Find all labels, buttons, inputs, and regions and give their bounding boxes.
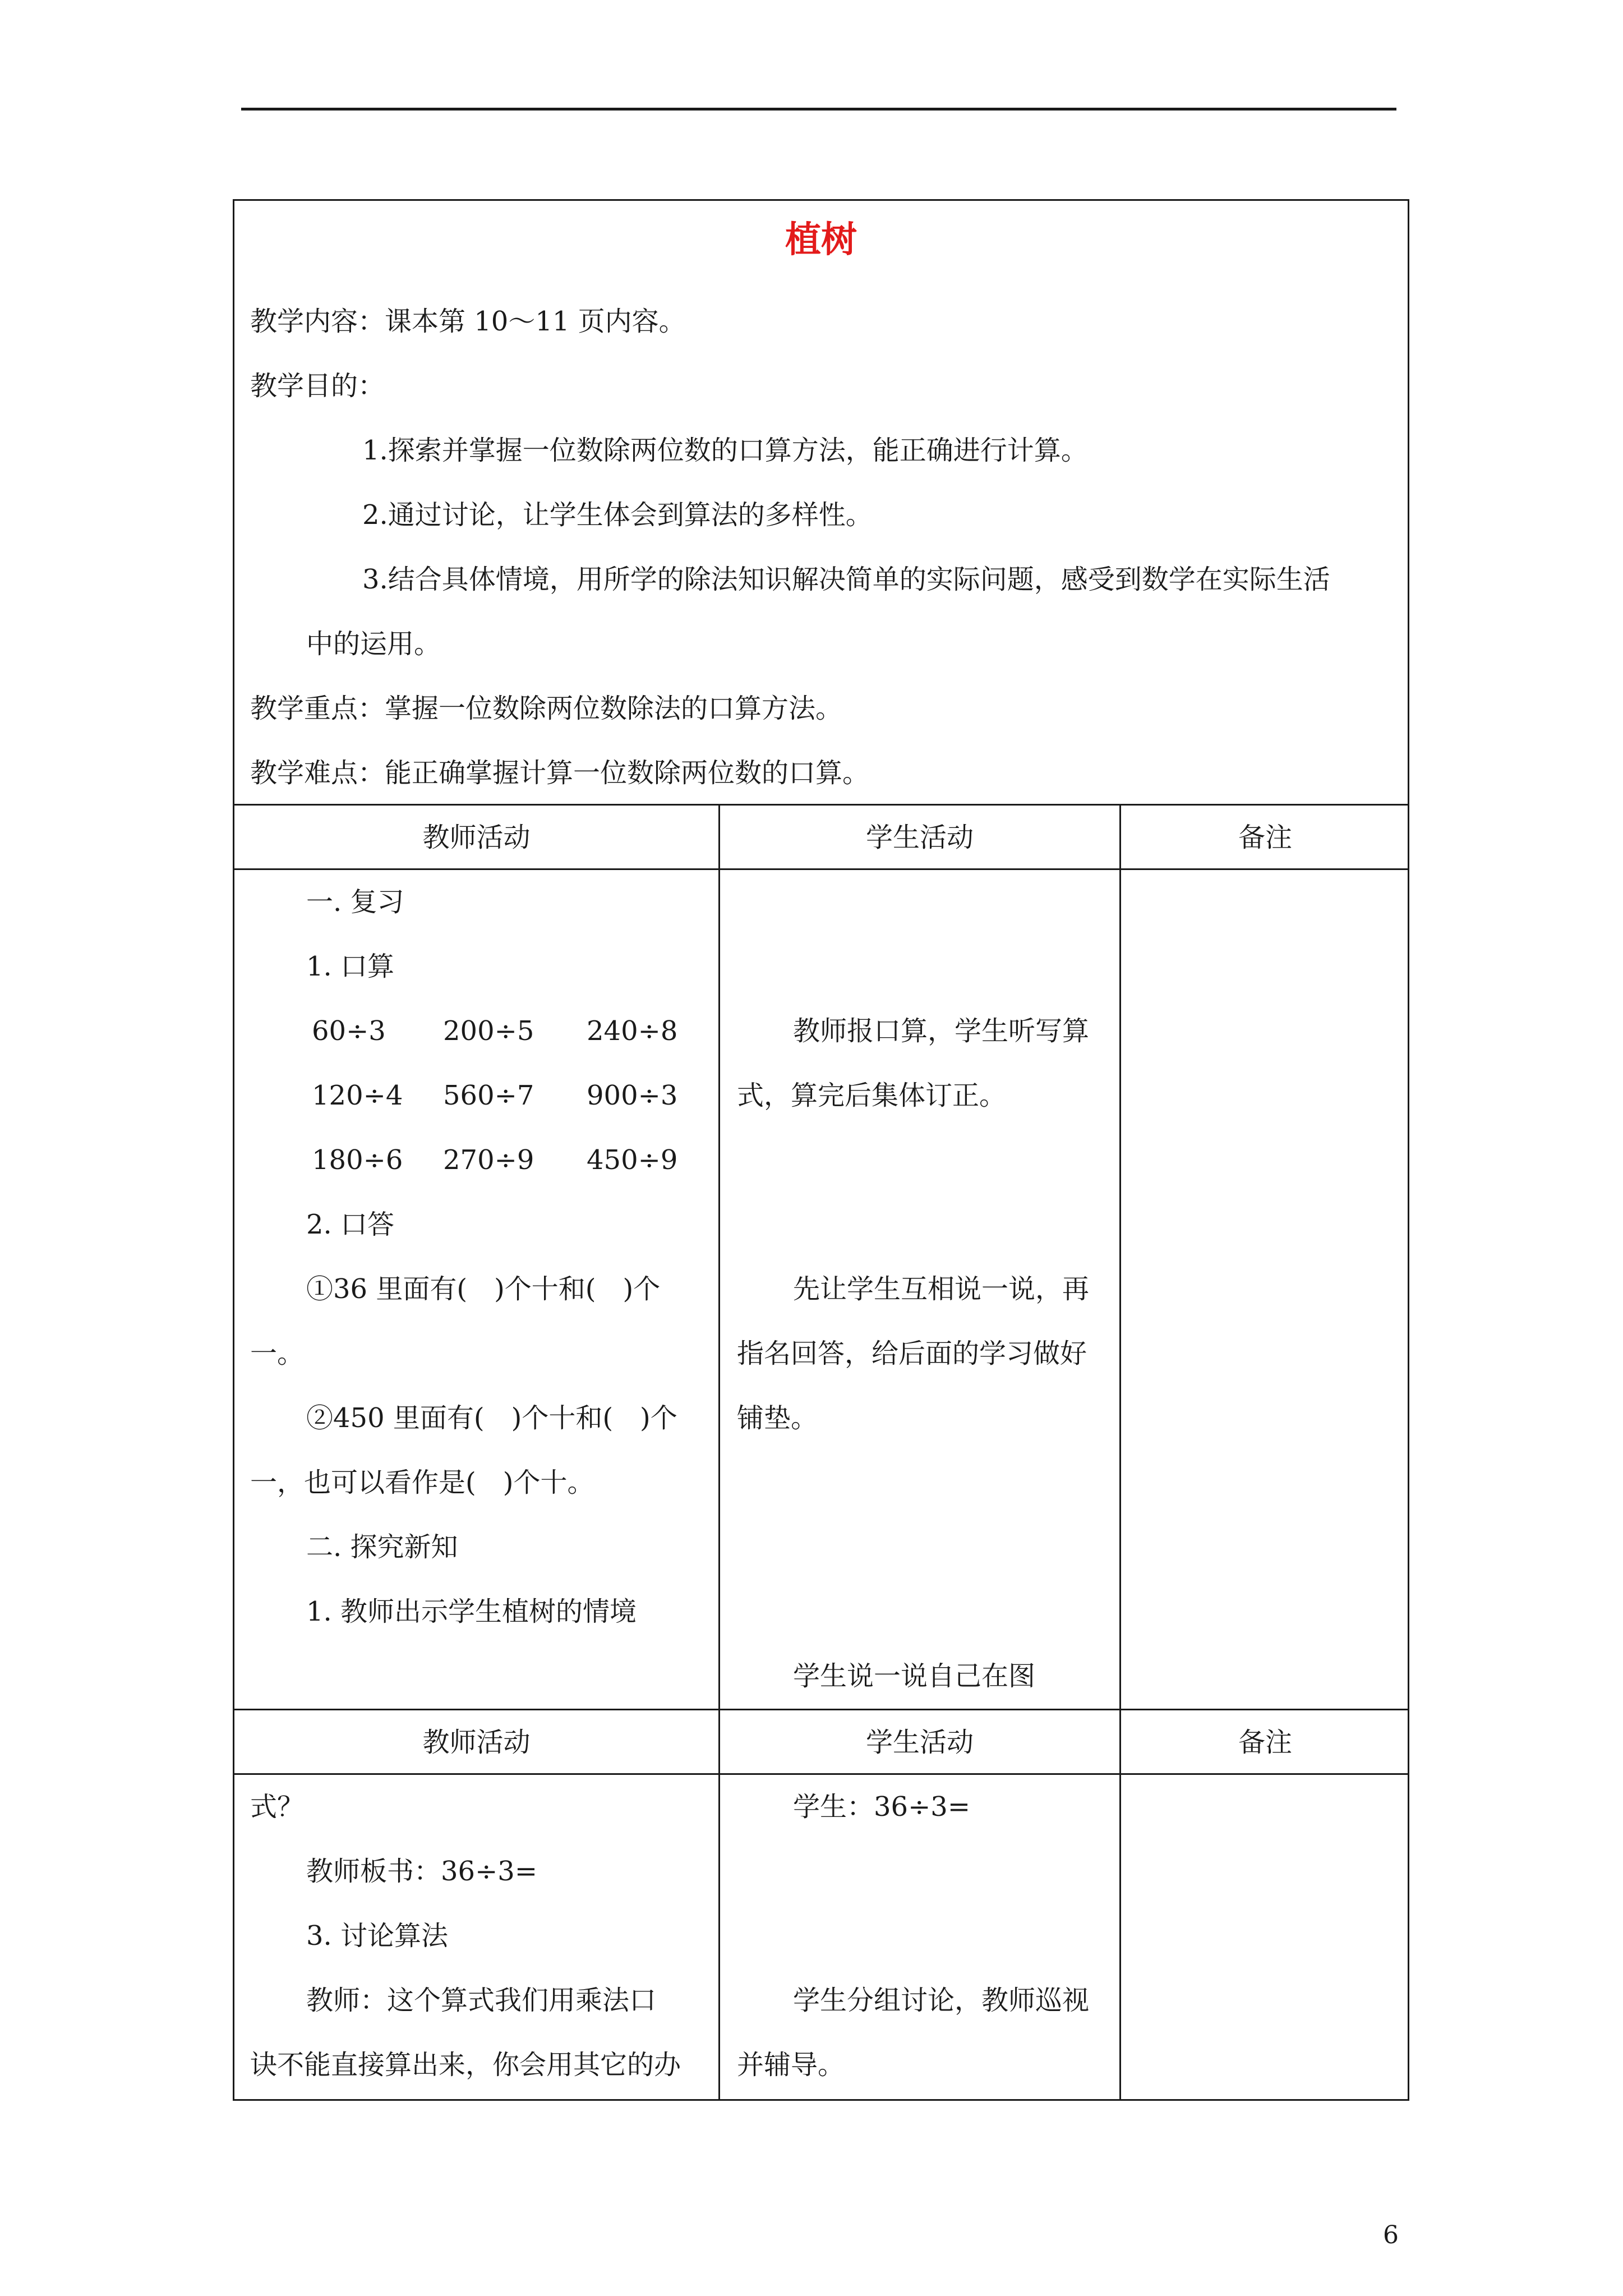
problem: 180÷6: [312, 1144, 403, 1176]
row-divider: [234, 1773, 1408, 1775]
student-note-2-line-1: 先让学生互相说一说，再: [793, 1273, 1090, 1305]
student-note-3-line-1: 学生说一说自己在图: [793, 1660, 1036, 1692]
problem: 240÷8: [587, 1015, 678, 1047]
student-note-2-line-2: 指名回答，给后面的学习做好: [737, 1338, 1087, 1369]
heading-explore: 二. 探究新知: [306, 1531, 458, 1563]
problem: 560÷7: [443, 1080, 534, 1111]
question-1-line-1: ①36 里面有( )个十和( )个: [306, 1273, 661, 1305]
column-header-student: 学生活动: [865, 1727, 974, 1758]
question-1-line-2: 一。: [250, 1338, 305, 1369]
oral-calc-label: 1. 口算: [306, 951, 395, 982]
teacher-board-writing: 教师板书：36÷3=: [306, 1856, 538, 1887]
discussion-heading: 3. 讨论算法: [306, 1920, 449, 1952]
difficulty: 教学难点：能正确掌握计算一位数除两位数的口算。: [250, 757, 870, 789]
problem: 900÷3: [587, 1080, 678, 1111]
student-note-2-line-3: 铺垫。: [737, 1402, 818, 1434]
question-2-line-1: ②450 里面有( )个十和( )个: [306, 1402, 677, 1434]
heading-review: 一. 复习: [306, 886, 404, 918]
student-discussion-line-2: 并辅导。: [737, 2049, 845, 2081]
key-point: 教学重点：掌握一位数除两位数除法的口算方法。: [250, 693, 843, 724]
column-header-notes: 备注: [1238, 822, 1292, 853]
oral-answer-label: 2. 口答: [306, 1209, 395, 1240]
problem: 450÷9: [587, 1144, 678, 1176]
goal-1: 1.探索并掌握一位数除两位数的口算方法，能正确进行计算。: [362, 435, 1088, 466]
lesson-plan-table: [233, 199, 1409, 2101]
page-number: 6: [1383, 2221, 1399, 2249]
question-2-line-2: 一，也可以看作是( )个十。: [250, 1467, 594, 1498]
column-header-teacher: 教师活动: [422, 1727, 531, 1758]
problem: 60÷3: [312, 1015, 386, 1047]
student-note-1-line-1: 教师报口算，学生听写算: [793, 1015, 1090, 1047]
row-divider: [234, 868, 1408, 870]
row-divider: [234, 1709, 1408, 1710]
student-discussion-line-1: 学生分组讨论，教师巡视: [793, 1985, 1090, 2016]
row-divider: [234, 804, 1408, 806]
lesson-title: 植树: [785, 219, 857, 261]
column-divider: [1119, 804, 1121, 2101]
goal-3-line-1: 3.结合具体情境，用所学的除法知识解决简单的实际问题，感受到数学在实际生活: [362, 564, 1330, 595]
teaching-content: 教学内容：课本第 10～11 页内容。: [250, 306, 686, 337]
explore-item-1: 1. 教师出示学生植树的情境: [306, 1596, 637, 1627]
header-rule: [241, 108, 1396, 111]
teacher-question-line-2: 诀不能直接算出来，你会用其它的办: [250, 2049, 681, 2081]
goal-3-line-2: 中的运用。: [306, 628, 441, 660]
goal-2: 2.通过讨论，让学生体会到算法的多样性。: [362, 499, 873, 531]
student-answer: 学生：36÷3=: [793, 1791, 971, 1823]
teaching-goals-label: 教学目的：: [250, 370, 385, 402]
column-divider: [718, 804, 720, 2101]
teacher-question-line-1: 教师：这个算式我们用乘法口: [306, 1985, 657, 2016]
student-note-1-line-2: 式，算完后集体订正。: [737, 1080, 1007, 1111]
problem: 270÷9: [443, 1144, 534, 1176]
column-header-teacher: 教师活动: [422, 822, 531, 853]
problem: 200÷5: [443, 1015, 534, 1047]
column-header-student: 学生活动: [865, 822, 974, 853]
problem: 120÷4: [312, 1080, 403, 1111]
teacher-text-1: 式？: [250, 1791, 305, 1823]
column-header-notes: 备注: [1238, 1727, 1292, 1758]
